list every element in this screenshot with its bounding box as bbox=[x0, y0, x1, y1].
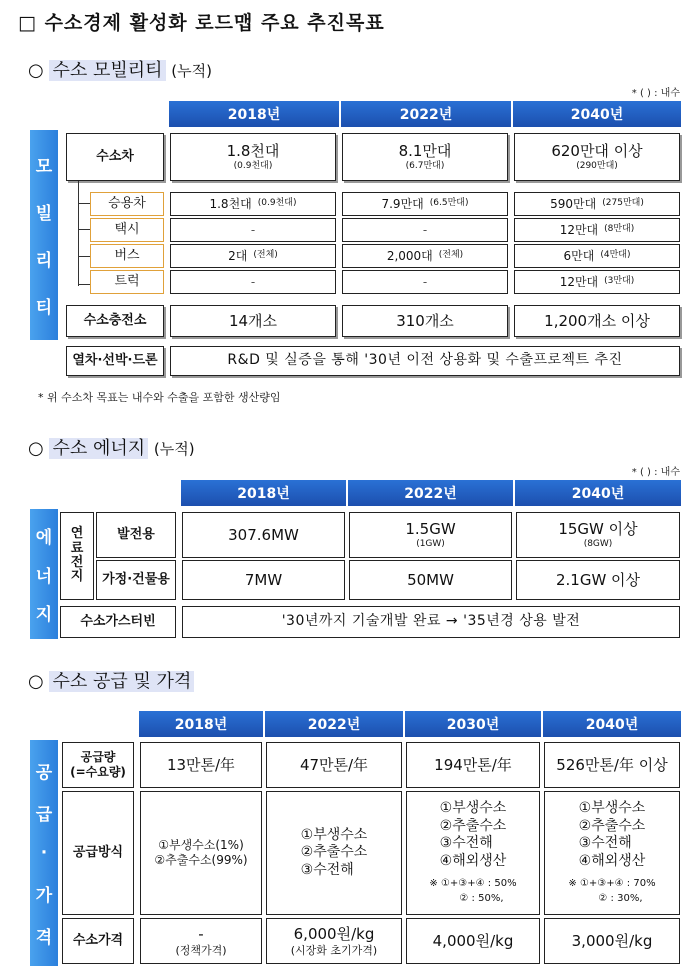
sedan-2040: 590만대 (275만대) bbox=[514, 192, 680, 216]
mobility-heading bbox=[28, 56, 212, 82]
supply-heading-text: 수소 공급 및 가격 bbox=[49, 671, 194, 692]
method-2030: ①부생수소 ②추출수소 ③수전해 ④해외생산 ※ ①+③+④ : 50% ② : 50%, bbox=[406, 791, 540, 915]
bus-2018: 2대 (전체) bbox=[170, 244, 336, 268]
mobility-year-2040: 2040년 bbox=[512, 100, 682, 128]
price-2030: 4,000원/kg bbox=[406, 918, 540, 964]
row-label-train-ship-drone: 열차·선박·드론 bbox=[66, 346, 164, 376]
subrow-label-truck: 트럭 bbox=[90, 270, 164, 294]
gas-turbine-text: '30년까지 기술개발 완료 → '35년경 상용 발전 bbox=[182, 606, 680, 638]
mobility-year-2018: 2018년 bbox=[168, 100, 340, 128]
row-label-hydrogen-price: 수소가격 bbox=[62, 918, 134, 964]
train-ship-drone-text: R&D 및 실증을 통해 '30년 이전 상용화 및 수출프로젝트 추진 bbox=[170, 346, 680, 376]
price-2018: - (정책가격) bbox=[140, 918, 262, 964]
bus-2040: 6만대 (4만대) bbox=[514, 244, 680, 268]
energy-heading-text: 수소 에너지 bbox=[49, 438, 148, 459]
sedan-2022: 7.9만대 (6.5만대) bbox=[342, 192, 508, 216]
home-2040: 2.1GW 이상 bbox=[516, 560, 680, 600]
station-2040: 1,200개소 이상 bbox=[514, 305, 680, 337]
truck-2018: - bbox=[170, 270, 336, 294]
power-2022: 1.5GW (1GW) bbox=[349, 512, 512, 558]
truck-2040: 12만대 (3만대) bbox=[514, 270, 680, 294]
mobility-side-label: 모 빌 리 티 bbox=[30, 130, 58, 340]
supply-year-2030: 2030년 bbox=[404, 710, 542, 738]
amount-2030: 194만톤/年 bbox=[406, 742, 540, 788]
mobility-heading-bullet: ○ bbox=[28, 60, 44, 81]
supply-heading-bullet: ○ bbox=[28, 671, 44, 692]
energy-heading-bullet: ○ bbox=[28, 438, 44, 459]
price-2022: 6,000원/kg (시장화 초기가격) bbox=[266, 918, 402, 964]
energy-year-2018: 2018년 bbox=[180, 479, 347, 507]
subrow-label-sedan: 승용차 bbox=[90, 192, 164, 216]
supply-year-2018: 2018년 bbox=[138, 710, 264, 738]
home-2018: 7MW bbox=[182, 560, 345, 600]
row-label-supply-amount: 공급량 (=수요량) bbox=[62, 742, 134, 788]
method-2022: ①부생수소 ②추출수소 ③수전해 bbox=[266, 791, 402, 915]
subrow-label-bus: 버스 bbox=[90, 244, 164, 268]
taxi-2040: 12만대 (8만대) bbox=[514, 218, 680, 242]
bus-2022: 2,000대 (전체) bbox=[342, 244, 508, 268]
supply-side-label: 공 급 · 가 격 bbox=[30, 740, 58, 966]
energy-side-label: 에 너 지 bbox=[30, 509, 58, 639]
subrow-label-taxi: 택시 bbox=[90, 218, 164, 242]
method-2018: ①부생수소(1%) ②추출수소(99%) bbox=[140, 791, 262, 915]
power-2040: 15GW 이상 (8GW) bbox=[516, 512, 680, 558]
supply-heading bbox=[28, 667, 194, 693]
taxi-2022: - bbox=[342, 218, 508, 242]
amount-2022: 47만톤/年 bbox=[266, 742, 402, 788]
supply-year-2022: 2022년 bbox=[264, 710, 404, 738]
sedan-2018: 1.8천대 (0.9천대) bbox=[170, 192, 336, 216]
station-2018: 14개소 bbox=[170, 305, 336, 337]
energy-year-2022: 2022년 bbox=[347, 479, 514, 507]
home-2022: 50MW bbox=[349, 560, 512, 600]
amount-2018: 13만톤/年 bbox=[140, 742, 262, 788]
car-2040: 620만대 이상 (290만대) bbox=[514, 133, 680, 181]
car-2018: 1.8천대 (0.9천대) bbox=[170, 133, 336, 181]
mobility-footnote: * 위 수소차 목표는 내수와 수출을 포함한 생산량임 bbox=[38, 391, 281, 404]
price-2040: 3,000원/kg bbox=[544, 918, 680, 964]
power-2018: 307.6MW bbox=[182, 512, 345, 558]
row-label-power-generation: 발전용 bbox=[96, 512, 176, 558]
method-2040: ①부생수소 ②추출수소 ③수전해 ④해외생산 ※ ①+③+④ : 70% ② : 30%, bbox=[544, 791, 680, 915]
energy-unit-note: * ( ) : 내수 bbox=[631, 467, 680, 478]
car-2022: 8.1만대 (6.7만대) bbox=[342, 133, 508, 181]
row-label-supply-method: 공급방식 bbox=[62, 791, 134, 915]
mobility-heading-text: 수소 모빌리티 bbox=[49, 60, 165, 81]
station-2022: 310개소 bbox=[342, 305, 508, 337]
mobility-unit-note: * ( ) : 내수 bbox=[631, 88, 680, 99]
fuel-cell-label: 연 료 전 지 bbox=[60, 512, 94, 600]
row-label-fuel-cell-car: 수소차 bbox=[66, 133, 164, 181]
page-title: □ 수소경제 활성화 로드맵 주요 추진목표 bbox=[18, 12, 385, 34]
energy-year-2040: 2040년 bbox=[514, 479, 682, 507]
row-label-gas-turbine: 수소가스터빈 bbox=[60, 606, 176, 638]
tree-connector bbox=[78, 181, 79, 286]
energy-heading-sub: (누적) bbox=[153, 440, 195, 458]
taxi-2018: - bbox=[170, 218, 336, 242]
truck-2022: - bbox=[342, 270, 508, 294]
energy-heading bbox=[28, 434, 195, 460]
mobility-heading-sub: (누적) bbox=[171, 62, 212, 80]
supply-year-2040: 2040년 bbox=[542, 710, 682, 738]
row-label-charging-station: 수소충전소 bbox=[66, 305, 164, 337]
row-label-home-building: 가정·건물용 bbox=[96, 560, 176, 600]
amount-2040: 526만톤/年 이상 bbox=[544, 742, 680, 788]
mobility-year-2022: 2022년 bbox=[340, 100, 512, 128]
